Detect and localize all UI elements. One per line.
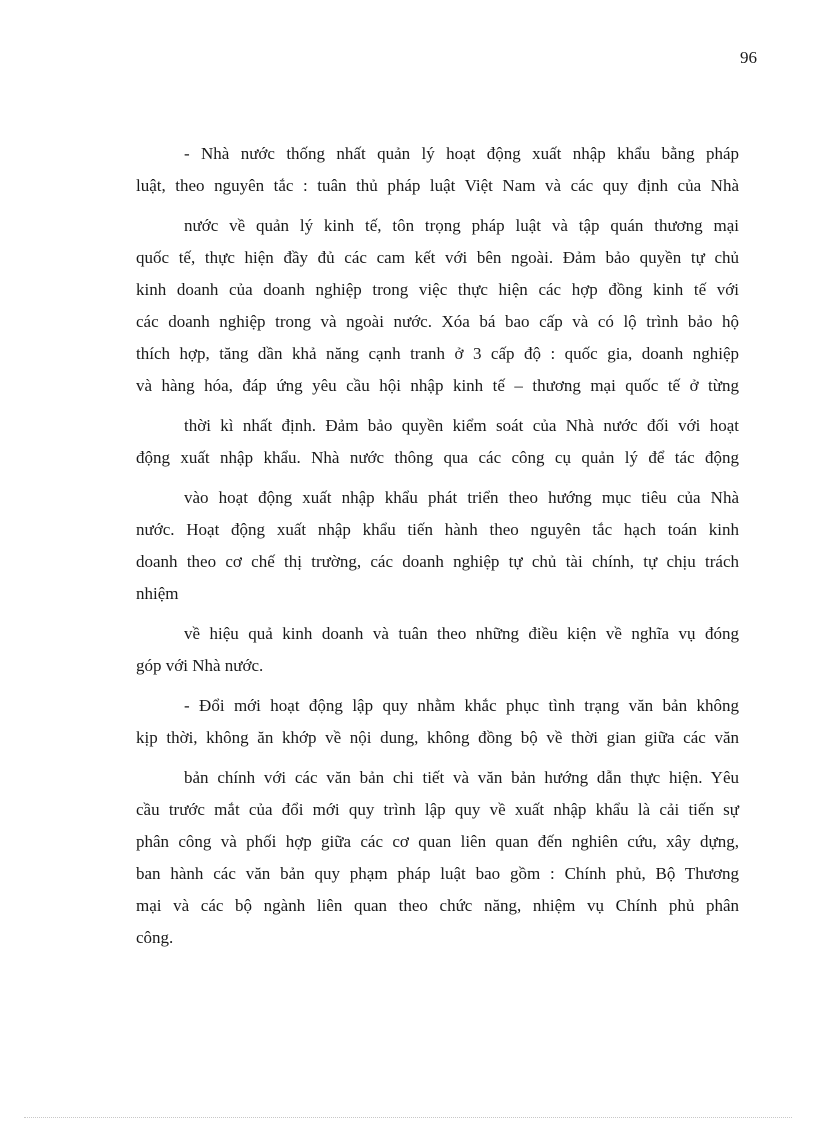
text-line: bản chính với các văn bản chi tiết và văn bản hướng dẫn thực hiện. Yêu <box>184 768 739 787</box>
line-gap <box>136 682 739 690</box>
text-line: ban hành các văn bản quy phạm pháp luật bao gồm : Chính phủ, Bộ Thương <box>136 864 739 883</box>
text-line: mại và các bộ ngành liên quan theo chức năng, nhiệm vụ Chính phủ phân <box>136 896 739 915</box>
line-gap <box>136 754 739 762</box>
text-line: động xuất nhập khẩu. Nhà nước thông qua các công cụ quản lý để tác động <box>136 448 739 467</box>
text-line: góp với Nhà nước. <box>136 656 264 675</box>
text-line: kịp thời, không ăn khớp về nội dung, không đồng bộ về thời gian giữa các văn <box>136 728 739 747</box>
text-line: nhiệm <box>136 584 179 603</box>
text-line: quốc tế, thực hiện đầy đủ các cam kết với bên ngoài. Đảm bảo quyền tự chủ <box>136 248 739 267</box>
document-body <box>136 138 739 954</box>
line-gap <box>136 402 739 410</box>
text-line: phân công và phối hợp giữa các cơ quan liên quan đến nghiên cứu, xây dựng, <box>136 832 739 851</box>
text-line: kinh doanh của doanh nghiệp trong việc thực hiện các hợp đồng kinh tế với <box>136 280 739 299</box>
text-line: cầu trước mắt của đổi mới quy trình lập quy về xuất nhập khẩu là cải tiến sự <box>136 800 739 819</box>
text-line: nước. Hoạt động xuất nhập khẩu tiến hành theo nguyên tắc hạch toán kinh <box>136 520 739 539</box>
text-line: luật, theo nguyên tắc : tuân thủ pháp luật Việt Nam và các quy định của Nhà <box>136 176 739 195</box>
text-line: và hàng hóa, đáp ứng yêu cầu hội nhập kinh tế – thương mại quốc tế ở từng <box>136 376 739 395</box>
text-line: - Đổi mới hoạt động lập quy nhằm khắc phục tình trạng văn bản không <box>184 696 739 715</box>
text-line: - Nhà nước thống nhất quản lý hoạt động xuất nhập khẩu bằng pháp <box>184 144 739 163</box>
text-line: nước về quản lý kinh tế, tôn trọng pháp luật và tập quán thương mại <box>184 216 739 235</box>
text-line: về hiệu quả kinh doanh và tuân theo những điều kiện về nghĩa vụ đóng <box>184 624 739 643</box>
line-gap <box>136 202 739 210</box>
text-line: thích hợp, tăng dần khả năng cạnh tranh ở 3 cấp độ : quốc gia, doanh nghiệp <box>136 344 739 363</box>
text-line: doanh theo cơ chế thị trường, các doanh nghiệp tự chủ tài chính, tự chịu trách <box>136 552 739 571</box>
line-gap <box>136 610 739 618</box>
text-line: công. <box>136 928 174 947</box>
text-line: thời kì nhất định. Đảm bảo quyền kiểm soát của Nhà nước đối với hoạt <box>184 416 739 435</box>
text-line: các doanh nghiệp trong và ngoài nước. Xóa bá bao cấp và có lộ trình bảo hộ <box>136 312 739 331</box>
text-line: vào hoạt động xuất nhập khẩu phát triển theo hướng mục tiêu của Nhà <box>184 488 739 507</box>
line-gap <box>136 474 739 482</box>
page-number: 96 <box>740 48 757 67</box>
page-bottom-divider <box>24 1117 792 1118</box>
